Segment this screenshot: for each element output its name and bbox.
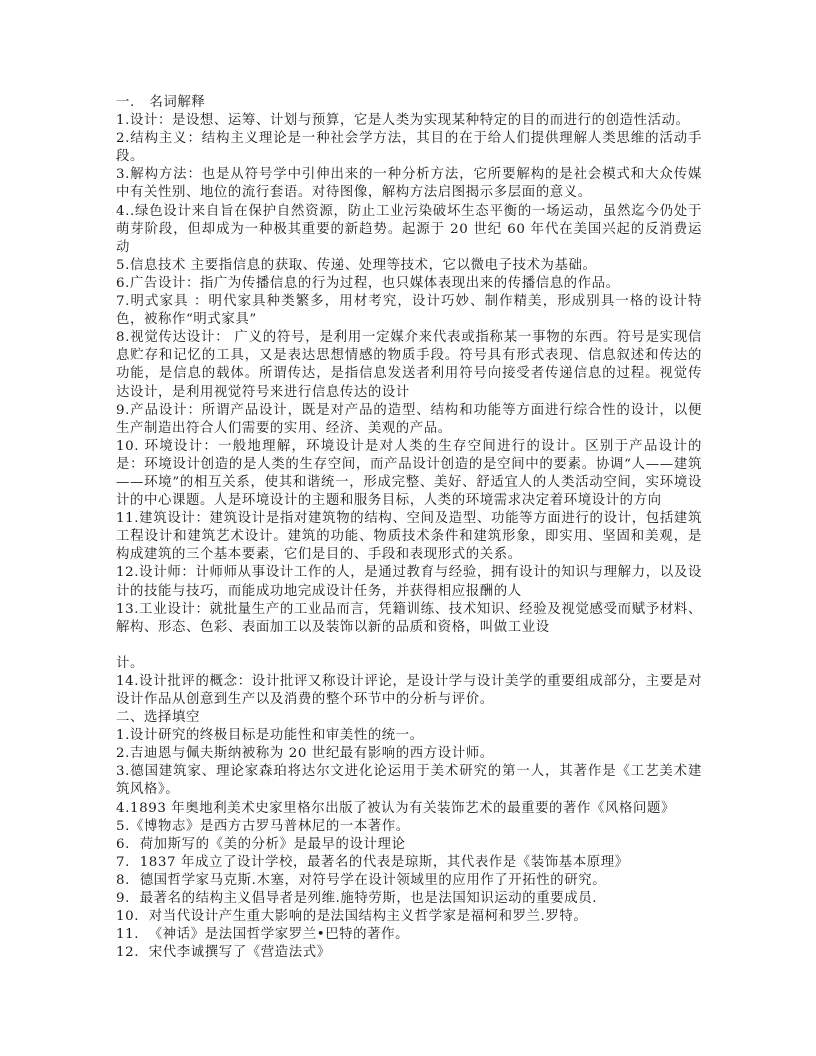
term-item-3: 3.解构方法：也是从符号学中引伸出来的一种分析方法，它所要解构的是社会模式和大众传媒中有关性别、地位的流行套语。对待图像，解构方法启图揭示多层面的意义。 bbox=[116, 167, 702, 201]
term-item-4: 4..绿色设计来自旨在保护自然资源，防止工业污染破坏生态平衡的一场运动，虽然迄今仍处于萌芽阶段，但却成为一种极其重要的新趋势。起源于 20 世纪 60 年代在美国兴起的反消费运动 bbox=[116, 203, 702, 255]
term-item-13-continuation: 计。 bbox=[116, 655, 144, 671]
term-item-11: 11.建筑设计：建筑设计是指对建筑物的结构、空间及造型、功能等方面进行的设计，包括建筑工程设计和建筑艺术设计。建筑的功能、物质技术条件和建筑形象，即实用、坚固和美观，是构成建筑的三个基本要素，它们是目的、手段和表现形式的关系。 bbox=[116, 511, 702, 563]
fill-item-6: 6. 荷加斯写的《美的分析》是最早的设计理论 bbox=[116, 836, 406, 852]
term-item-6: 6.广告设计：指广为传播信息的行为过程，也只媒体表现出来的传播信息的作品。 bbox=[116, 275, 620, 291]
term-item-8: 8.视觉传达设计： 广义的符号，是利用一定媒介来代表或指称某一事物的东西。符号是实现信息贮存和记忆的工具，又是表达思想情感的物质手段。符号具有形式表现、信息叙述和传达的功能，是信息的载体。所谓传达，是指信息发送者利用符号向接受者传递信息的过程。视觉传达设计，是利用视觉符号来进行信息传达的设计 bbox=[116, 330, 702, 400]
fill-item-2: 2.吉迪恩与佩夫斯纳被称为 20 世纪最有影响的西方设计师。 bbox=[116, 746, 494, 762]
term-item-7: 7.明式家具 ：明代家具种类繁多，用材考究，设计巧妙、制作精美，形成别具一格的设计特色，被称作“明式家具” bbox=[116, 294, 702, 328]
section-heading-terms: 一. 名词解释 bbox=[116, 95, 206, 110]
document-page bbox=[116, 94, 702, 962]
fill-item-12: 12. 宋代李诚撰写了《营造法式》 bbox=[116, 945, 331, 961]
fill-item-8: 8. 德国哲学家马克斯.木塞，对符号学在设计领域里的应用作了开拓性的研究。 bbox=[116, 872, 607, 888]
fill-item-7: 7. 1837 年成立了设计学校，最著名的代表是琼斯，其代表作是《装饰基本原理》 bbox=[116, 854, 629, 870]
section-heading-fill-in: 二、选择填空 bbox=[116, 710, 200, 726]
term-item-5: 5.信息技术 主要指信息的获取、传递、处理等技术，它以微电子技术为基础。 bbox=[116, 257, 597, 273]
term-item-13: 13.工业设计：就批量生产的工业品而言，凭籍训练、技术知识、经验及视觉感受而赋予材料、解构、形态、色彩、表面加工以及装饰以新的品质和资格，叫做工业设 bbox=[116, 601, 702, 635]
fill-item-1: 1.设计研究的终极目标是功能性和审美性的统一。 bbox=[116, 728, 424, 744]
blank-line bbox=[116, 637, 702, 655]
fill-item-4: 4.1893 年奥地利美术史家里格尔出版了被认为有关装饰艺术的最重要的著作《风格问题》 bbox=[116, 800, 675, 816]
term-item-12: 12.设计师：计师师从事设计工作的人，是通过教育与经验，拥有设计的知识与理解力，以及设计的技能与技巧，而能成功地完成设计任务，并获得相应报酬的人 bbox=[116, 565, 702, 599]
term-item-2: 2.结构主义：结构主义理论是一种社会学方法，其目的在于给人们提供理解人类思维的活动手段。 bbox=[116, 131, 702, 165]
term-item-14: 14.设计批评的概念：设计批评又称设计评论，是设计学与设计美学的重要组成部分，主要是对设计作品从创意到生产以及消费的整个环节中的分析与评价。 bbox=[116, 673, 702, 707]
fill-item-9: 9. 最著名的结构主义倡导者是列维.施特劳斯，也是法国知识运动的重要成员. bbox=[116, 891, 598, 907]
fill-item-10: 10. 对当代设计产生重大影响的是法国结构主义哲学家是福柯和罗兰.罗特。 bbox=[116, 909, 588, 925]
term-item-9: 9.产品设计：所谓产品设计，既是对产品的造型、结构和功能等方面进行综合性的设计，以便生产制造出符合人们需要的实用、经济、美观的产品。 bbox=[116, 402, 702, 436]
term-item-1: 1.设计：是设想、运筹、计划与预算，它是人类为实现某种特定的目的而进行的创造性活动。 bbox=[116, 113, 690, 129]
fill-item-3: 3.德国建筑家、理论家森珀将达尔文进化论运用于美术研究的第一人，其著作是《工艺美术建筑风格》。 bbox=[116, 764, 702, 798]
fill-item-11: 11. 《神话》是法国哲学家罗兰•巴特的著作。 bbox=[116, 927, 410, 943]
term-item-10: 10. 环境设计：一般地理解，环境设计是对人类的生存空间进行的设计。区别于产品设计的是：环境设计创造的是人类的生存空间，而产品设计创造的是空间中的要素。协调“人——建筑——环境”的相互关系，使其和谐统一，形成完整、美好、舒适宜人的人类活动空间，实环境设计的中心课题。人是环境设计的主题和服务目标，人类的环境需求决定着环境设计的方向 bbox=[116, 438, 702, 509]
fill-item-5: 5.《博物志》是西方古罗马普林尼的一本著作。 bbox=[116, 818, 410, 834]
